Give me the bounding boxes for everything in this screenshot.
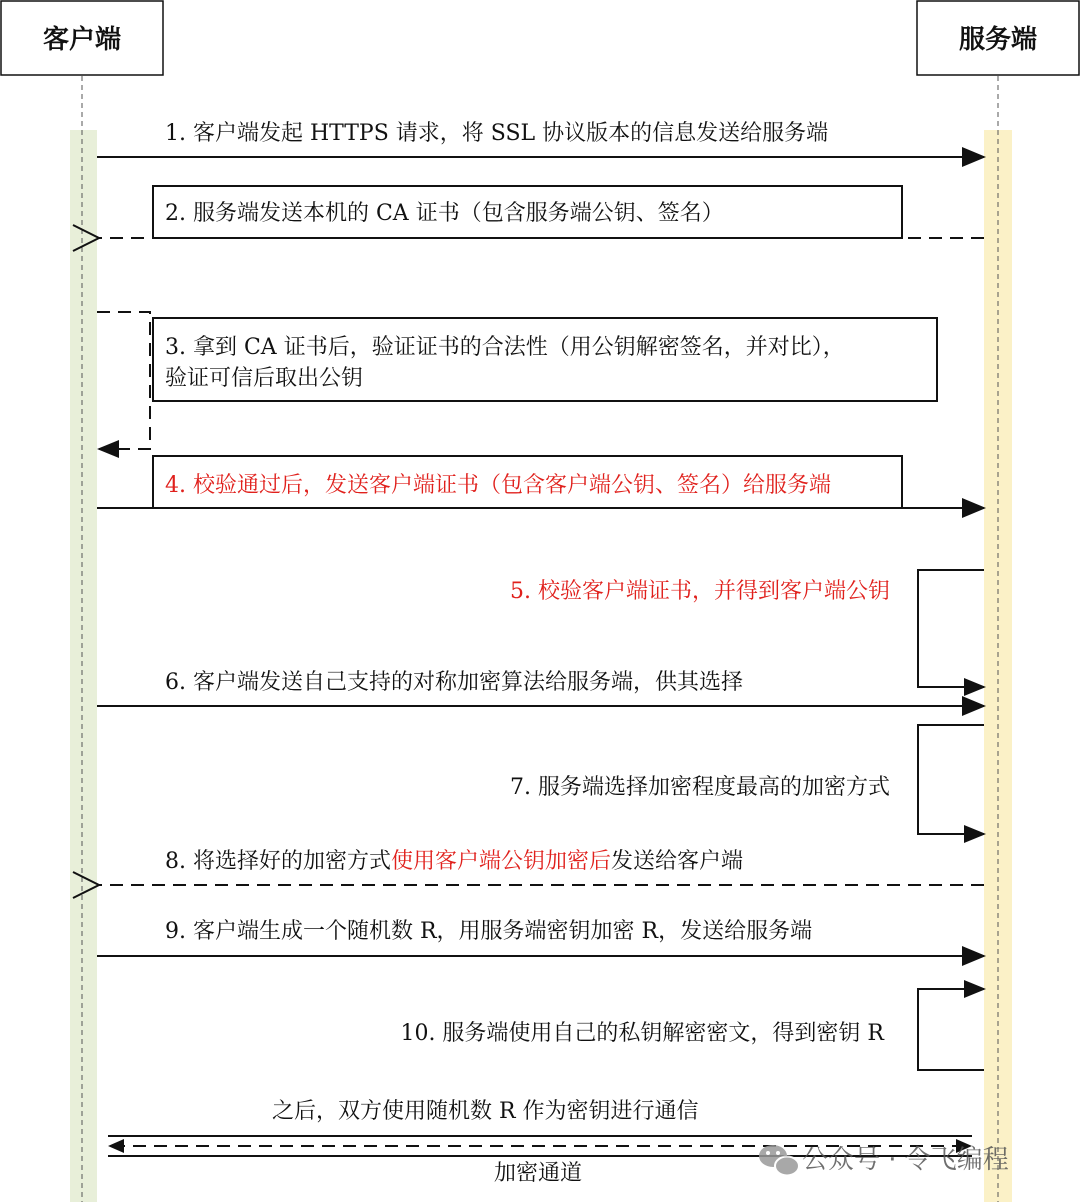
encrypted-channel-label: 加密通道	[493, 1161, 583, 1186]
message-5-self-arrow	[918, 570, 984, 687]
message-10-label: 10. 服务端使用自己的私钥解密密文，得到密钥 R	[400, 1021, 884, 1046]
message-8-label-part2: 使用客户端公钥加密后	[390, 849, 611, 874]
server-participant	[917, 1, 1079, 75]
encrypted-channel-left-head	[108, 1139, 124, 1153]
message-8-label-part3: 发送给客户端	[611, 849, 744, 874]
message-3-self-arrow	[97, 312, 150, 449]
final-caption: 之后，双方使用随机数 R 作为密钥进行通信	[272, 1099, 699, 1124]
message-7-label: 7. 服务端选择加密程度最高的加密方式	[510, 775, 890, 800]
wechat-icon	[759, 1145, 799, 1176]
message-6-label: 6. 客户端发送自己支持的对称加密算法给服务端，供其选择	[165, 670, 743, 695]
message-7-self-arrow	[918, 725, 984, 834]
watermark	[759, 1145, 1009, 1176]
message-1-label: 1. 客户端发起 HTTPS 请求，将 SSL 协议版本的信息发送给服务端	[165, 121, 829, 146]
message-4-label: 4. 校验通过后，发送客户端证书（包含客户端公钥、签名）给服务端	[165, 473, 831, 498]
message-8-label	[165, 849, 743, 874]
message-3-label-line2: 验证可信后取出公钥	[165, 366, 364, 391]
watermark-text: 公众号 · 令飞编程	[802, 1145, 1009, 1175]
message-3-label-line1: 3. 拿到 CA 证书后，验证证书的合法性（用公钥解密签名，并对比），	[165, 335, 845, 360]
message-5-label: 5. 校验客户端证书，并得到客户端公钥	[510, 579, 890, 604]
server-participant-label: 服务端	[958, 25, 1038, 55]
message-2-label: 2. 服务端发送本机的 CA 证书（包含服务端公钥、签名）	[165, 201, 724, 226]
client-participant-label: 客户端	[42, 25, 122, 55]
client-activation-bar	[70, 130, 97, 1202]
message-10-self-arrow	[918, 989, 984, 1070]
client-participant	[1, 1, 163, 75]
message-8-label-part1: 8. 将选择好的加密方式	[165, 849, 391, 874]
message-9-label: 9. 客户端生成一个随机数 R，用服务端密钥加密 R，发送给服务端	[165, 919, 813, 944]
